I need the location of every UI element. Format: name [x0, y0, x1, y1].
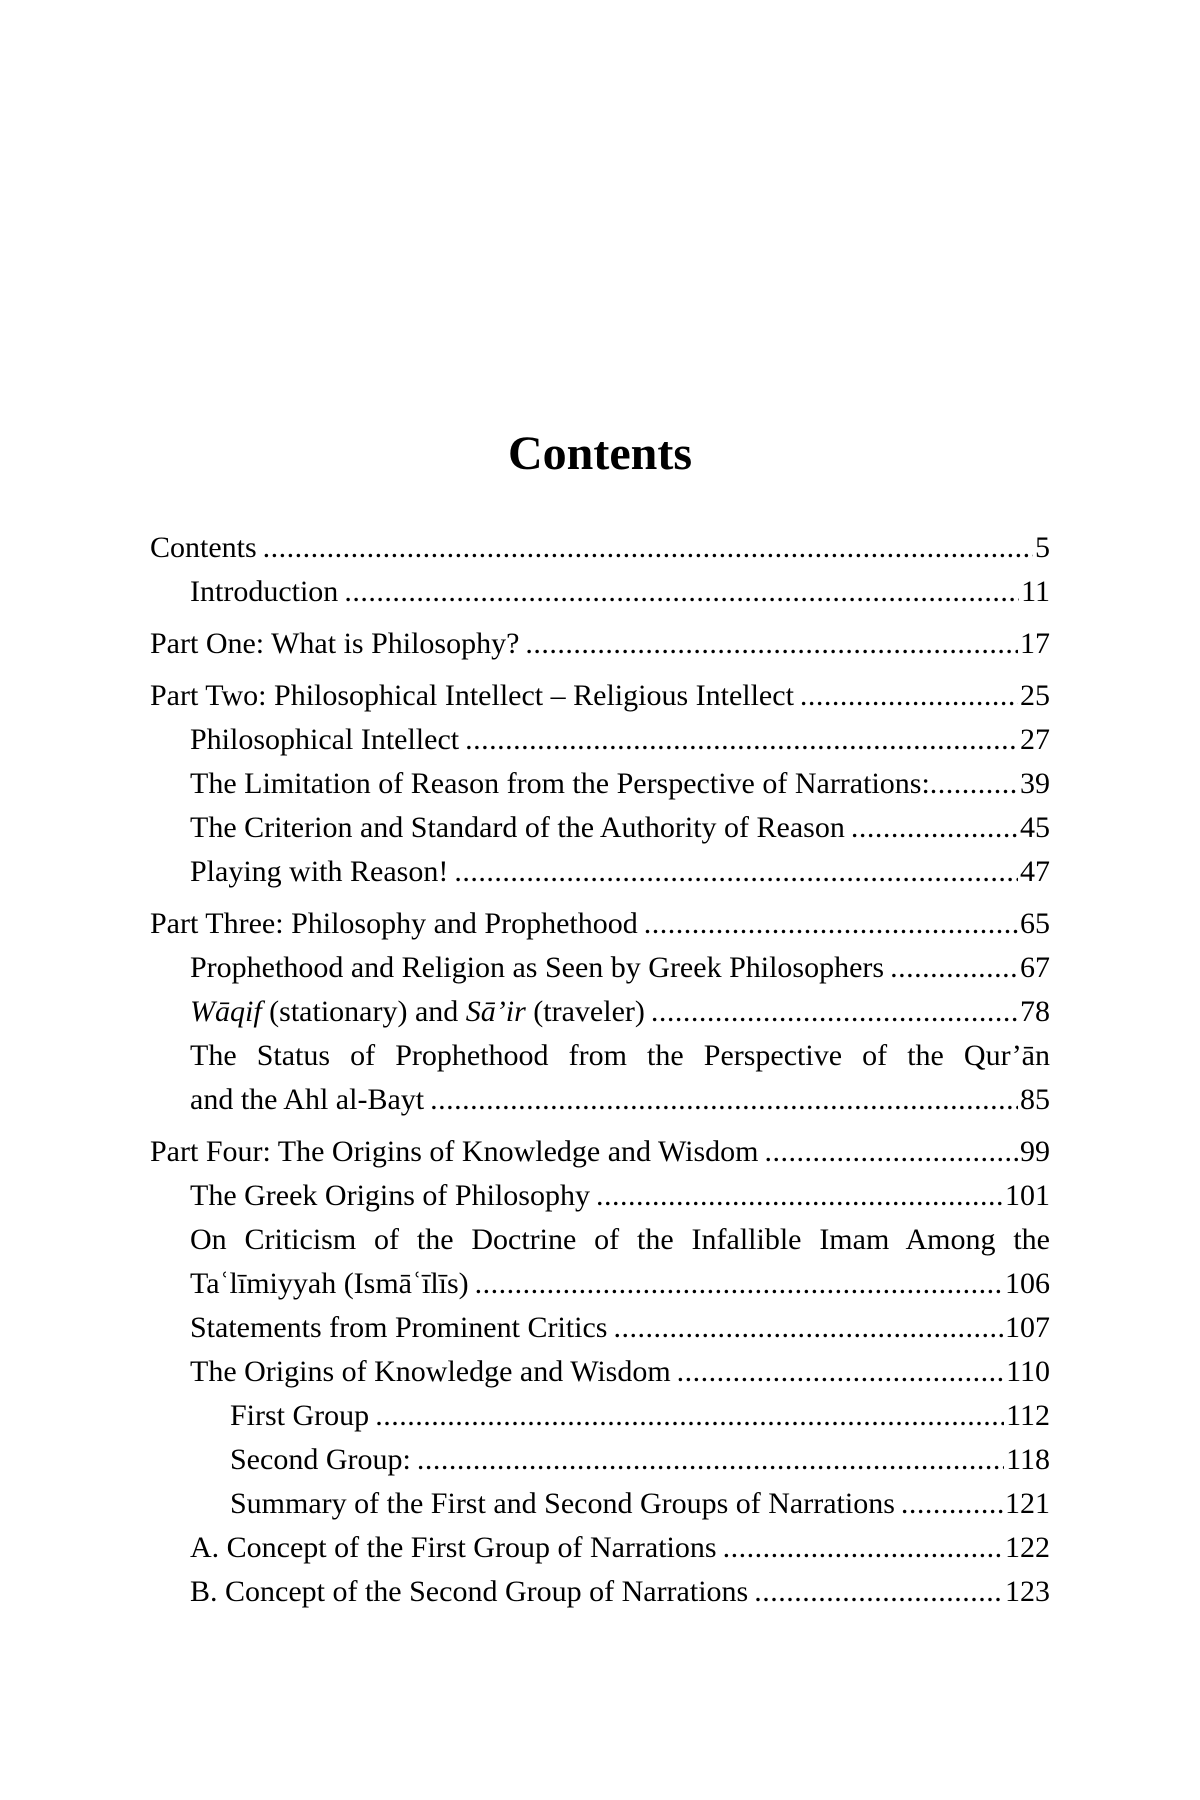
- toc-page-number: 39: [1020, 767, 1050, 800]
- toc-page-number: 11: [1021, 575, 1050, 608]
- toc-page-number: 67: [1020, 951, 1050, 984]
- dot-leader: [651, 990, 1018, 1034]
- toc-entry-label: The Origins of Knowledge and Wisdom: [190, 1355, 671, 1388]
- dot-leader: [344, 570, 1019, 614]
- toc-page-number: 106: [1005, 1267, 1050, 1300]
- toc-page-number: 85: [1020, 1083, 1050, 1116]
- toc-entry-label: A. Concept of the First Group of Narrations: [190, 1531, 717, 1564]
- toc-entry[interactable]: [150, 718, 1050, 762]
- dot-leader: [454, 850, 1018, 894]
- toc-page-number: 99: [1020, 1135, 1050, 1168]
- toc-page-number: 110: [1006, 1355, 1050, 1388]
- toc-entry[interactable]: [150, 1306, 1050, 1350]
- toc-entry-first-line[interactable]: On Criticism of the Doctrine of the Infallible Imam Among the: [190, 1223, 1050, 1256]
- toc-entry-label-part: (traveler): [525, 995, 645, 1028]
- toc-page-number: 27: [1020, 723, 1050, 756]
- toc-entry-label-italic: Sā’ir: [465, 995, 526, 1028]
- toc-page-number: 121: [1005, 1487, 1050, 1520]
- toc-entry[interactable]: [150, 1174, 1050, 1218]
- toc-page-number: 123: [1005, 1575, 1050, 1608]
- dot-leader: [800, 674, 1018, 718]
- toc-entry[interactable]: [150, 1438, 1050, 1482]
- dot-leader: [754, 1570, 1003, 1614]
- toc-entry-label: and the Ahl al-Bayt: [190, 1083, 425, 1116]
- toc-entry-label-italic: Wāqif: [190, 995, 262, 1028]
- toc-entry-label: Statements from Prominent Critics: [190, 1311, 608, 1344]
- toc-entry[interactable]: [150, 806, 1050, 850]
- toc-page-number: 65: [1020, 907, 1050, 940]
- toc-entry[interactable]: [150, 526, 1050, 570]
- toc-entry-label: Part Four: The Origins of Knowledge and Wisdom: [150, 1135, 759, 1168]
- toc-entry-label: The Greek Origins of Philosophy: [190, 1179, 590, 1212]
- toc-entry[interactable]: [150, 1262, 1050, 1306]
- toc-page-number: 112: [1006, 1399, 1050, 1432]
- toc-entry[interactable]: [150, 946, 1050, 990]
- dot-leader: [930, 762, 1016, 806]
- dot-leader: [723, 1526, 1003, 1570]
- dot-leader: [890, 946, 1018, 990]
- toc-entry-label: B. Concept of the Second Group of Narrations: [190, 1575, 749, 1608]
- toc-entry[interactable]: [150, 1570, 1050, 1614]
- dot-leader: [475, 1262, 1003, 1306]
- toc-entry-label: Taʿlīmiyyah (Ismāʿīlīs): [190, 1267, 469, 1300]
- toc-entry[interactable]: [150, 1350, 1050, 1394]
- toc-entry[interactable]: [150, 990, 1050, 1034]
- toc-page-number: 45: [1020, 811, 1050, 844]
- toc-entry[interactable]: [150, 570, 1050, 614]
- dot-leader: [596, 1174, 1003, 1218]
- toc-page-number: 78: [1020, 995, 1050, 1028]
- toc-entry-label: Part One: What is Philosophy?: [150, 627, 520, 660]
- toc-page-number: 25: [1020, 679, 1050, 712]
- toc-entry-label: Part Three: Philosophy and Prophethood: [150, 907, 638, 940]
- dot-leader: [525, 622, 1018, 666]
- toc-entry[interactable]: [150, 902, 1050, 946]
- toc-entry[interactable]: [150, 622, 1050, 666]
- toc-page-number: 118: [1006, 1443, 1050, 1476]
- toc-page-number: 107: [1005, 1311, 1050, 1344]
- toc-entry[interactable]: [150, 674, 1050, 718]
- toc-entry[interactable]: [150, 1394, 1050, 1438]
- toc-entry-label: The Criterion and Standard of the Authority of Reason: [190, 811, 845, 844]
- dot-leader: [677, 1350, 1004, 1394]
- dot-leader: [613, 1306, 1003, 1350]
- toc-entry[interactable]: [150, 850, 1050, 894]
- toc-entry-label: Playing with Reason!: [190, 855, 449, 888]
- toc-entry[interactable]: [150, 1482, 1050, 1526]
- dot-leader: [851, 806, 1018, 850]
- toc-entry-label: Prophethood and Religion as Seen by Greek Philosophers: [190, 951, 885, 984]
- toc-entry-label: Summary of the First and Second Groups of Narrations: [230, 1487, 895, 1520]
- toc-page-number: 101: [1005, 1179, 1050, 1212]
- toc-entry-label: The Limitation of Reason from the Perspective of Narrations:: [190, 767, 930, 800]
- toc-entry-label: Part Two: Philosophical Intellect – Religious Intellect: [150, 679, 794, 712]
- dot-leader: [375, 1394, 1004, 1438]
- toc-entry-label: Second Group:: [230, 1443, 411, 1476]
- dot-leader: [465, 718, 1018, 762]
- page-title: Contents: [507, 427, 692, 480]
- toc-entry-label-part: (stationary) and: [261, 995, 466, 1028]
- toc-page-number: 5: [1035, 531, 1050, 564]
- toc-entry[interactable]: [150, 762, 1050, 806]
- dot-leader: [644, 902, 1018, 946]
- toc-entry-label: Philosophical Intellect: [190, 723, 460, 756]
- dot-leader: [263, 526, 1033, 570]
- toc-entry[interactable]: [150, 1130, 1050, 1174]
- toc-entry-label: [190, 990, 645, 1034]
- dot-leader: [764, 1130, 1018, 1174]
- dot-leader: [901, 1482, 1003, 1526]
- table-of-contents: [150, 526, 1050, 1614]
- toc-entry[interactable]: [150, 1526, 1050, 1570]
- toc-entry-first-line[interactable]: The Status of Prophethood from the Perspective of the Qur’ān: [190, 1039, 1050, 1072]
- dot-leader: [417, 1438, 1004, 1482]
- toc-entry[interactable]: [150, 1078, 1050, 1122]
- toc-entry-label: Contents: [150, 531, 257, 564]
- toc-entry-label: First Group: [230, 1399, 370, 1432]
- dot-leader: [430, 1078, 1018, 1122]
- toc-page-number: 47: [1020, 855, 1050, 888]
- toc-entry-label: Introduction: [190, 575, 339, 608]
- toc-page-number: 17: [1020, 627, 1050, 660]
- toc-page-number: 122: [1005, 1531, 1050, 1564]
